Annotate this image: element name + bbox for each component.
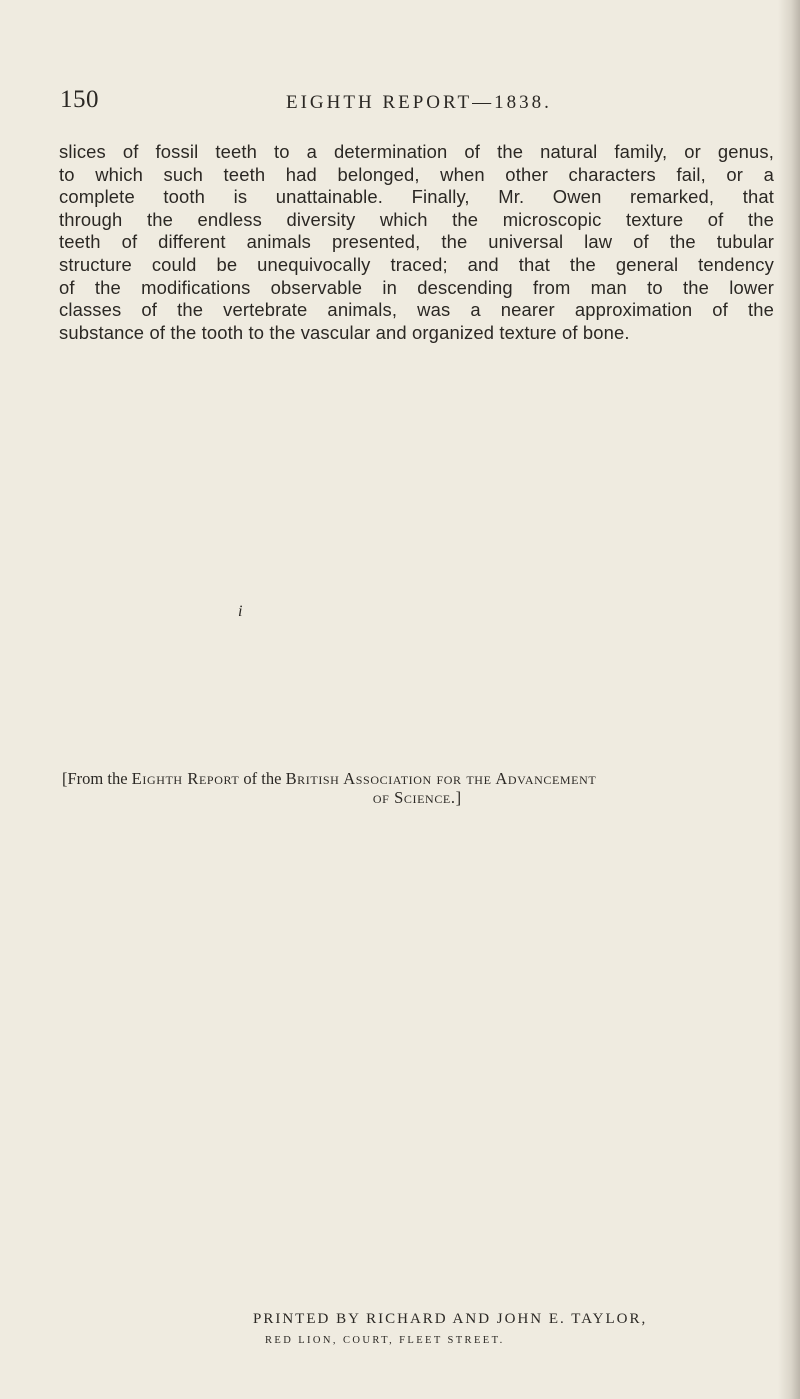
text-line: complete tooth is unattainable. Finally, Mr. Owen remarked, that (59, 186, 774, 208)
source-of-science: of Science. (372, 788, 456, 807)
printer-address: RED LION, COURT, FLEET STREET. (265, 1335, 505, 1346)
text-line: to which such teeth had belonged, when other characters fail, or a (59, 163, 774, 185)
source-association: British Association for the Advancement (285, 769, 597, 788)
page-number: 150 (60, 86, 99, 113)
text-line: structure could be unequivocally traced; and that the general tendency (59, 253, 774, 275)
text-line: slices of fossil teeth to a determination of the natural family, or genus, (59, 141, 774, 162)
page-edge-shadow (778, 0, 800, 1399)
source-note-line-1 (62, 769, 787, 788)
source-note (62, 769, 787, 807)
running-head: EIGHTH REPORT—1838. (286, 92, 552, 113)
body-paragraph (59, 141, 774, 344)
source-of-the: of the (239, 769, 286, 788)
printer-imprint: PRINTED BY RICHARD AND JOHN E. TAYLOR, (253, 1311, 648, 1327)
source-close: ] (455, 788, 462, 807)
text-line: substance of the tooth to the vascular and organized texture of bone. (59, 321, 630, 343)
text-line: classes of the vertebrate animals, was a nearer approximation of the (59, 299, 774, 321)
stray-ink-mark: i (238, 603, 243, 620)
text-line: through the endless diversity which the microscopic texture of the (59, 208, 774, 230)
text-line: of the modifications observable in descending from man to the lower (59, 276, 774, 298)
text-line: teeth of different animals presented, the universal law of the tubular (59, 231, 774, 253)
source-open: [From the (62, 769, 132, 788)
source-eighth-report: Eighth Report (131, 769, 240, 788)
source-note-line-2 (47, 788, 787, 807)
